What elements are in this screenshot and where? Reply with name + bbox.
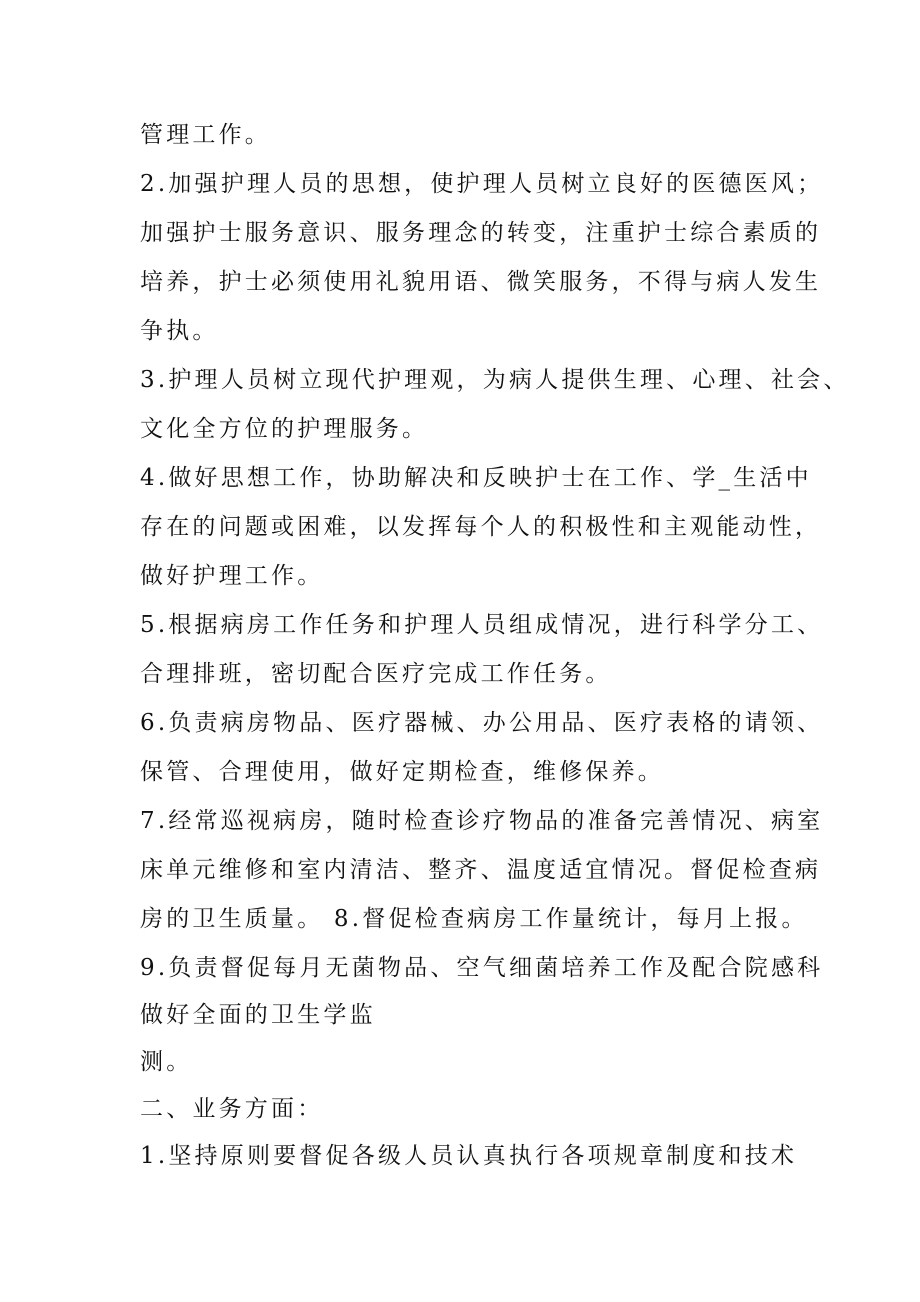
text-line: 1.坚持原则要督促各级人员认真执行各项规章制度和技术 (140, 1143, 798, 1169)
text-line: 管理工作。 (140, 122, 271, 148)
text-line: 3.护理人员树立现代护理观，为病人提供生理、心理、社会、 (140, 367, 850, 393)
text-line: 培养，护士必须使用礼貌用语、微笑服务，不得与病人发生 (140, 269, 822, 295)
text-line: 加强护士服务意识、服务理念的转变，注重护士综合素质的 (140, 220, 822, 246)
text-line: 房的卫生质量。 8.督促检查病房工作量统计，每月上报。 (140, 906, 808, 932)
text-line: 测。 (140, 1049, 193, 1075)
section-heading: 二、业务方面： (140, 1096, 324, 1122)
text-line: 合理排班，密切配合医疗完成工作任务。 (140, 661, 612, 687)
text-line: 做好全面的卫生学监 (140, 1002, 376, 1028)
text-line: 4.做好思想工作，协助解决和反映护士在工作、学_生活中 (140, 465, 812, 491)
text-line: 9.负责督促每月无菌物品、空气细菌培养工作及配合院感科 (140, 955, 824, 981)
text-line: 做好护理工作。 (140, 563, 324, 589)
text-line: 7.经常巡视病房，随时检查诊疗物品的准备完善情况、病室 (140, 808, 824, 834)
text-line: 2.加强护理人员的思想，使护理人员树立良好的医德医风； (140, 171, 824, 197)
text-line: 文化全方位的护理服务。 (140, 416, 429, 442)
text-line: 存在的问题或困难，以发挥每个人的积极性和主观能动性， (140, 514, 822, 540)
text-line: 争执。 (140, 318, 219, 344)
text-line: 5.根据病房工作任务和护理人员组成情况，进行科学分工、 (140, 612, 824, 638)
text-line: 床单元维修和室内清洁、整齐、温度适宜情况。督促检查病 (140, 857, 822, 883)
text-line: 保管、合理使用，做好定期检查，维修保养。 (140, 759, 664, 785)
text-line: 6.负责病房物品、医疗器械、办公用品、医疗表格的请领、 (140, 710, 824, 736)
